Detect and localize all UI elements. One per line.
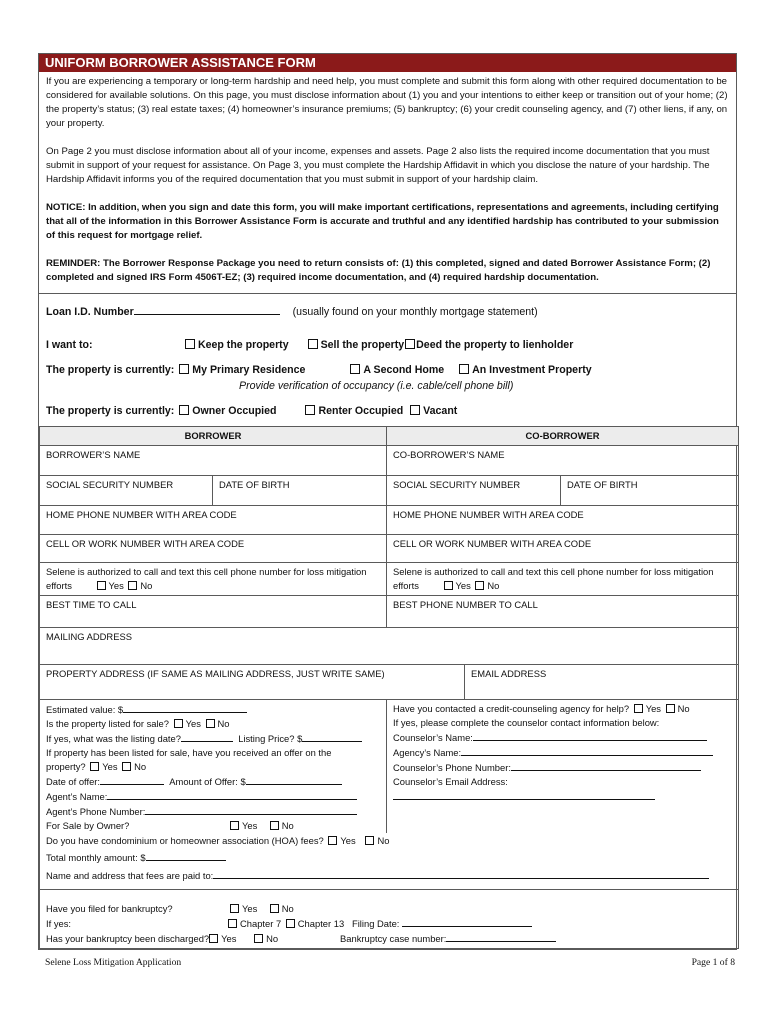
investment-property-label: An Investment Property (472, 364, 592, 376)
sell-property-checkbox[interactable] (308, 339, 318, 349)
filing-date-field[interactable] (402, 916, 532, 927)
credit-question-line (393, 702, 732, 716)
hoa-paid-to-field[interactable] (213, 868, 709, 879)
borrower-name-field[interactable] (40, 446, 387, 476)
counselor-phone-field[interactable] (511, 760, 701, 771)
counselor-email-field-line (393, 789, 732, 804)
occupancy-row (46, 405, 457, 417)
keep-label: Keep the property (197, 339, 289, 351)
counselor-name-field[interactable] (473, 730, 707, 741)
estimated-value-field[interactable] (123, 702, 247, 713)
intro-paragraph-1: If you are experiencing a temporary or long-term hardship and need help, you must complete and submit this form along with other required documentation to be considered for available solutions. On this page, you must disclose information about (1) you and your intentions to either keep or transition out of your home; (2) the property’s status; (3) real estate taxes; (4) homeowner’s insurance premiums; (5) bankruptcy; (6) your credit counseling agency, and (7) other liens, if any, on your property. (46, 76, 728, 129)
estimated-value-line (46, 702, 380, 717)
coborrower-header: CO-BORROWER (387, 427, 739, 446)
renter-occupied-label: Renter Occupied (318, 405, 404, 417)
borrower-grid (39, 426, 739, 949)
form-title: UNIFORM BORROWER ASSISTANCE FORM (39, 54, 736, 72)
coborrower-home-phone-field[interactable] (387, 506, 739, 535)
agent-name-label: Agent’s Name: (46, 791, 108, 802)
coborrower-cell-phone-label: CELL OR WORK NUMBER WITH AREA CODE (393, 538, 592, 549)
borrower-home-phone-field[interactable] (40, 506, 387, 535)
borrower-auth-yes-label: Yes (108, 580, 124, 591)
email-address-label: EMAIL ADDRESS (471, 668, 547, 679)
credit-no-checkbox[interactable] (666, 704, 675, 713)
hoa-yes-label: Yes (340, 835, 356, 846)
borrower-auth-no-label: No (140, 580, 153, 591)
sell-label: Sell the property (320, 339, 405, 351)
bankruptcy-if-yes-label: If yes: (46, 918, 72, 929)
chapter13-checkbox[interactable] (286, 919, 295, 928)
offer-yes-label: Yes (102, 761, 118, 772)
agency-name-line (393, 745, 732, 760)
best-time-label: BEST TIME TO CALL (46, 599, 137, 610)
notice-paragraph: NOTICE: In addition, when you sign and date this form, you will make important certifications, representations and agreements, including certifying that all of the information in this Borrower Assistance Form is accurate and truthful and any identified hardship has contributed to your submission of this request for mortgage relief. (46, 202, 719, 241)
deed-label: Deed the property to lienholder (416, 339, 574, 351)
renter-occupied-checkbox[interactable] (305, 405, 315, 415)
deed-property-checkbox[interactable] (405, 339, 415, 349)
loan-row (46, 304, 538, 318)
coborrower-auth-no-checkbox[interactable] (475, 581, 484, 590)
fsbo-yes-checkbox[interactable] (230, 821, 239, 830)
coborrower-auth-yes-label: Yes (455, 580, 471, 591)
offer-date-line (46, 774, 380, 789)
want-label: I want to: (46, 339, 93, 351)
form-page (38, 53, 737, 950)
mailing-address-label: MAILING ADDRESS (46, 631, 132, 642)
bankruptcy-yes-checkbox[interactable] (230, 904, 239, 913)
hoa-cell (40, 833, 739, 890)
coborrower-auth-text: Selene is authorized to call and text this cell phone number for loss mitigation efforts (393, 566, 714, 591)
bankruptcy-no-label: No (281, 903, 294, 914)
current-status-row (46, 364, 592, 376)
property-section (39, 293, 736, 426)
agent-name-field[interactable] (107, 789, 357, 800)
discharged-yes-label: Yes (221, 933, 237, 944)
offer-date-label: Date of offer: (46, 776, 101, 787)
primary-residence-checkbox[interactable] (179, 364, 189, 374)
coborrower-dob-field[interactable] (561, 476, 739, 506)
discharged-no-checkbox[interactable] (254, 934, 263, 943)
offer-yes-checkbox[interactable] (90, 762, 99, 771)
bankruptcy-discharged-line (46, 931, 732, 946)
credit-no-label: No (677, 703, 690, 714)
coborrower-name-label: CO-BORROWER’S NAME (393, 449, 505, 460)
property-address-field[interactable] (40, 665, 465, 700)
owner-occupied-label: Owner Occupied (192, 405, 277, 417)
vacant-checkbox[interactable] (410, 405, 420, 415)
hoa-total-line (46, 849, 732, 867)
borrower-auth-yes-checkbox[interactable] (97, 581, 106, 590)
loan-label: Loan I.D. Number (46, 306, 134, 318)
loan-note: (usually found on your monthly mortgage statement) (292, 306, 538, 318)
counselor-phone-line (393, 760, 732, 775)
listing-date-label: If yes, what was the listing date? (46, 733, 181, 744)
hoa-total-field[interactable] (146, 850, 226, 861)
borrower-auth-no-checkbox[interactable] (128, 581, 137, 590)
borrower-dob-field[interactable] (213, 476, 387, 506)
bankruptcy-filed-label: Have you filed for bankruptcy? (46, 903, 173, 914)
fsbo-yes-label: Yes (242, 820, 258, 831)
discharged-yes-checkbox[interactable] (209, 934, 218, 943)
borrower-cell-phone-label: CELL OR WORK NUMBER WITH AREA CODE (46, 538, 245, 549)
offer-amount-field[interactable] (246, 774, 342, 785)
offer-amount-label: Amount of Offer: $ (169, 776, 246, 787)
coborrower-auth-yes-checkbox[interactable] (444, 581, 453, 590)
chapter13-label: Chapter 13 (297, 918, 345, 929)
coborrower-ssn-label: SOCIAL SECURITY NUMBER (393, 479, 521, 490)
hoa-total-label: Total monthly amount: $ (46, 852, 146, 863)
case-number-field[interactable] (446, 931, 556, 942)
borrower-header: BORROWER (40, 427, 387, 446)
loan-id-field[interactable] (134, 304, 280, 315)
bankruptcy-cell (40, 890, 739, 949)
borrower-auth-text: Selene is authorized to call and text this cell phone number for loss mitigation efforts (46, 566, 367, 591)
discharged-label: Has your bankruptcy been discharged? (46, 933, 210, 944)
investment-property-checkbox[interactable] (459, 364, 469, 374)
bankruptcy-chapter-line (46, 916, 732, 931)
counselor-phone-label: Counselor’s Phone Number: (393, 762, 511, 773)
fsbo-line (46, 819, 380, 833)
coborrower-home-phone-label: HOME PHONE NUMBER WITH AREA CODE (393, 509, 584, 520)
page-footer (45, 957, 735, 968)
borrower-name-label: BORROWER’S NAME (46, 449, 141, 460)
listed-label: Is the property listed for sale? (46, 718, 169, 729)
owner-occupied-checkbox[interactable] (179, 405, 189, 415)
hoa-paid-to-line (46, 867, 732, 885)
listing-price-field[interactable] (302, 731, 362, 742)
borrower-cell-phone-field[interactable] (40, 535, 387, 563)
coborrower-name-field[interactable] (387, 446, 739, 476)
intro-paragraph-2: On Page 2 you must disclose information about all of your income, expenses and assets. Page 2 also lists the required income documentation that you must submit in support of your request for assistance. On Page 3, you must complete the Hardship Affidavit in which you disclose the nature of your hardship. The Hardship Affidavit informs you of the required documentation that you must submit in support of your hardship claim. (46, 146, 710, 185)
counselor-email-field[interactable] (393, 789, 655, 800)
current-status-label: The property is currently: (46, 364, 175, 376)
offer-question-label: property? (46, 761, 86, 772)
credit-info-line: If yes, please complete the counselor contact information below: (393, 717, 660, 728)
estimated-value-label: Estimated value: $ (46, 704, 124, 715)
chapter7-label: Chapter 7 (240, 918, 282, 929)
credit-yes-label: Yes (645, 703, 661, 714)
footer-page-number: Page 1 of 8 (691, 957, 735, 968)
second-home-checkbox[interactable] (350, 364, 360, 374)
footer-app-name: Selene Loss Mitigation Application (45, 957, 182, 968)
best-time-field[interactable] (40, 596, 387, 628)
listing-date-field[interactable] (181, 731, 233, 742)
occupancy-label: The property is currently: (46, 405, 175, 417)
counselor-name-line (393, 730, 732, 745)
hoa-no-checkbox[interactable] (365, 836, 374, 845)
counselor-email-line: Counselor’s Email Address: (393, 776, 508, 787)
hoa-paid-to-label: Name and address that fees are paid to: (46, 870, 214, 881)
second-home-label: A Second Home (363, 364, 445, 376)
form-frame (38, 53, 737, 950)
listing-price-label: Listing Price? $ (238, 733, 303, 744)
sale-details-cell (40, 700, 387, 834)
listed-no-checkbox[interactable] (206, 719, 215, 728)
coborrower-dob-label: DATE OF BIRTH (567, 479, 638, 490)
keep-property-checkbox[interactable] (185, 339, 195, 349)
listed-no-label: No (217, 718, 230, 729)
occupancy-note: Provide verification of occupancy (i.e. cable/cell phone bill) (239, 380, 514, 392)
borrower-authorization-cell (40, 563, 387, 596)
borrower-ssn-label: SOCIAL SECURITY NUMBER (46, 479, 174, 490)
best-phone-field[interactable] (387, 596, 739, 628)
coborrower-auth-no-label: No (487, 580, 500, 591)
offer-no-checkbox[interactable] (122, 762, 131, 771)
agent-phone-field[interactable] (145, 804, 357, 815)
borrower-ssn-field[interactable] (40, 476, 213, 506)
fsbo-no-label: No (281, 820, 294, 831)
coborrower-cell-phone-field[interactable] (387, 535, 739, 563)
credit-counseling-cell (387, 700, 739, 834)
coborrower-ssn-field[interactable] (387, 476, 561, 506)
property-address-label: PROPERTY ADDRESS (IF SAME AS MAILING ADDRESS, JUST WRITE SAME) (46, 668, 385, 679)
best-phone-label: BEST PHONE NUMBER TO CALL (393, 599, 538, 610)
offer-date-field[interactable] (100, 774, 164, 785)
email-address-field[interactable] (465, 665, 739, 700)
offer-no-label: No (134, 761, 147, 772)
agent-phone-line (46, 804, 380, 819)
fsbo-label: For Sale by Owner? (46, 820, 130, 831)
agent-phone-label: Agent’s Phone Number: (46, 806, 146, 817)
listed-yes-checkbox[interactable] (174, 719, 183, 728)
listed-yes-label: Yes (185, 718, 201, 729)
agent-name-line (46, 789, 380, 804)
offer-question-line: If property has been listed for sale, have you received an offer on the (46, 747, 332, 758)
hoa-no-label: No (377, 835, 390, 846)
chapter7-checkbox[interactable] (228, 919, 237, 928)
hoa-yes-checkbox[interactable] (328, 836, 337, 845)
filing-date-label: Filing Date: (352, 918, 400, 929)
bankruptcy-filed-line (46, 902, 732, 916)
want-row (46, 339, 573, 351)
reminder-paragraph: REMINDER: The Borrower Response Package you need to return consists of: (1) this completed, signed and dated Borrower Assistance Form; (2) completed and signed IRS Form 4506T-EZ; (3) required income documentation, and (4) required hardship documentation. (46, 258, 711, 283)
mailing-address-field[interactable] (40, 628, 739, 665)
counselor-name-label: Counselor’s Name: (393, 732, 473, 743)
vacant-label: Vacant (423, 405, 458, 417)
fsbo-no-checkbox[interactable] (270, 821, 279, 830)
offer-question-line-2 (46, 760, 380, 774)
case-number-label: Bankruptcy case number: (340, 933, 447, 944)
credit-question-label: Have you contacted a credit-counseling agency for help? (393, 703, 630, 714)
coborrower-authorization-cell (387, 563, 739, 596)
credit-yes-checkbox[interactable] (634, 704, 643, 713)
hoa-question-line (46, 833, 732, 849)
bankruptcy-yes-label: Yes (242, 903, 258, 914)
listed-line (46, 717, 380, 731)
intro-section (39, 72, 736, 285)
discharged-no-label: No (266, 933, 279, 944)
agency-name-field[interactable] (461, 745, 713, 756)
primary-residence-label: My Primary Residence (192, 364, 306, 376)
agency-name-label: Agency’s Name: (393, 747, 462, 758)
borrower-dob-label: DATE OF BIRTH (219, 479, 290, 490)
bankruptcy-no-checkbox[interactable] (270, 904, 279, 913)
borrower-home-phone-label: HOME PHONE NUMBER WITH AREA CODE (46, 509, 237, 520)
listing-date-line (46, 731, 380, 746)
hoa-question-label: Do you have condominium or homeowner association (HOA) fees? (46, 835, 324, 846)
